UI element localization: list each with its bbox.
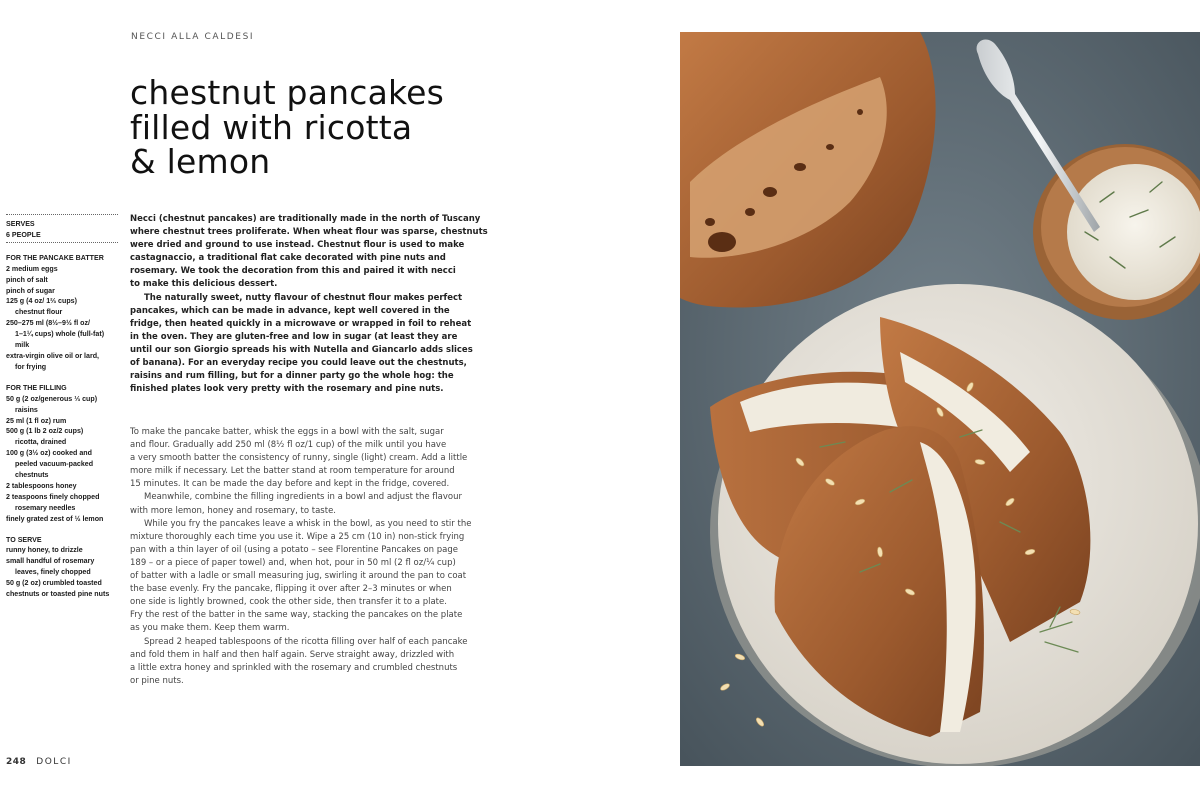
ingredient-line: 2 tablespoons honey (6, 481, 77, 490)
ingredient-line: 50 g (2 oz) crumbled toasted (6, 579, 102, 588)
intro-line: Necci (chestnut pancakes) are traditionally made in the north of Tuscany (130, 214, 481, 224)
ingredient-line: 2 medium eggs (6, 264, 58, 273)
ingredient-line: pinch of sugar (6, 286, 55, 295)
serves-value: 6 PEOPLE (6, 230, 41, 239)
introduction-text (130, 213, 492, 396)
intro-line: fridge, then heated quickly in a microwave or wrapped in foil to reheat (130, 318, 472, 329)
ingredient-line: 125 g (4 oz/ 1⅔ cups) (6, 297, 77, 306)
ingredient-line: rosemary needles (15, 503, 76, 512)
intro-line: were dried and ground to use instead. Chestnut flour is used to make (130, 240, 465, 251)
intro-line: finished plates look very pretty with the rosemary and pine nuts. (130, 384, 444, 395)
method-line: mixture thoroughly each time you use it. Wipe a 25 cm (10 in) non-stick frying (130, 531, 465, 542)
intro-line: raisins and rum filling, but for a dinner party go the whole hog: the (130, 371, 454, 382)
intro-line: pancakes, which can be made in advance, kept well covered in the (130, 305, 450, 316)
ingredient-line: runny honey, to drizzle (6, 546, 83, 555)
method-line: the base evenly. Fry the pancake, flipping it over after 2–3 minutes or when (130, 584, 452, 595)
intro-line: The naturally sweet, nutty flavour of chestnut flour makes perfect (144, 292, 463, 303)
section-header: NECCI ALLA CALDESI (131, 32, 255, 42)
method-line: more milk if necessary. Let the batter stand at room temperature for around (130, 466, 455, 477)
method-line: or pine nuts. (130, 675, 184, 686)
ingredient-line: leaves, finely chopped (15, 568, 91, 577)
method-line: and flour. Gradually add 250 ml (8½ fl oz/1 cup) of the milk until you have (130, 440, 447, 451)
ingredient-line: chestnuts (15, 471, 49, 480)
title-line: & lemon (130, 142, 271, 181)
method-text (130, 426, 492, 688)
ingredient-line: 250–275 ml (8½–9½ fl oz/ (6, 319, 90, 328)
title-line: filled with ricotta (130, 107, 413, 147)
ingredient-line: chestnut flour (15, 308, 63, 317)
method-line: a little extra honey and sprinkled with the rosemary and crumbled chestnuts (130, 662, 458, 673)
intro-line: to make this delicious dessert. (130, 279, 278, 290)
ingredient-line: 100 g (3½ oz) cooked and (6, 449, 92, 458)
recipe-title (130, 73, 550, 181)
ingredients-sidebar (6, 214, 118, 610)
intro-line: of banana). For an everyday recipe you could leave out the chestnuts, (130, 358, 467, 369)
filling-ingredients (6, 383, 118, 525)
pancakes-photo-illustration (680, 32, 1200, 766)
footer-section: DOLCI (36, 757, 72, 767)
divider (6, 242, 118, 243)
method-line: Meanwhile, combine the filling ingredients in a bowl and adjust the flavour (144, 492, 462, 503)
page-footer (6, 757, 72, 767)
serves-label: SERVES (6, 220, 35, 228)
ingredient-line: 500 g (1 lb 2 oz/2 cups) (6, 427, 84, 436)
ingredient-line: raisins (15, 405, 38, 414)
method-line: 15 minutes. It can be made the day before and kept in the fridge, covered. (130, 479, 450, 490)
intro-line: rosemary. We took the decoration from this and paired it with necci (130, 266, 456, 277)
ingredient-line: ricotta, drained (15, 438, 67, 447)
method-line: and fold them in half and then half again. Serve straight away, drizzled with (130, 649, 455, 660)
method-line: Spread 2 heaped tablespoons of the ricotta filling over half of each pancake (144, 636, 468, 647)
ingredient-line: TO SERVE (6, 535, 42, 544)
method-line: While you fry the pancakes leave a whisk in the bowl, as you need to stir the (144, 518, 472, 529)
method-line: one side is lightly browned, cook the other side, then transfer it to a plate. (130, 597, 447, 608)
food-photograph (680, 32, 1200, 766)
ingredient-line: small handful of rosemary (6, 557, 95, 566)
title-line: chestnut pancakes (130, 73, 445, 112)
ingredient-line: 25 ml (1 fl oz) rum (6, 416, 67, 425)
method-line: 189 – or a piece of paper towel) and, when hot, pour in 50 ml (2 fl oz/¼ cup) (130, 557, 456, 568)
ingredient-line: 50 g (2 oz/generous ⅓ cup) (6, 394, 98, 403)
serves-block (6, 219, 118, 243)
ingredient-line: milk (15, 341, 30, 350)
ingredient-line: finely grated zest of ½ lemon (6, 514, 104, 523)
ingredient-line: FOR THE FILLING (6, 383, 67, 392)
ingredient-line: 1–1¼ cups) whole (full-fat) (15, 330, 105, 339)
method-line: as you make them. Keep them warm. (130, 623, 290, 634)
method-line: Fry the rest of the batter in the same way, stacking the pancakes on the plate (130, 610, 463, 621)
intro-line: castagnaccio, a traditional flat cake decorated with pine nuts and (130, 253, 446, 264)
ingredient-line: extra-virgin olive oil or lard, (6, 351, 100, 360)
ingredient-line: chestnuts or toasted pine nuts (6, 590, 110, 599)
pancake-batter-ingredients (6, 253, 118, 373)
page-number: 248 (6, 757, 27, 767)
ingredient-line: peeled vacuum-packed (15, 460, 94, 469)
ingredient-line: FOR THE PANCAKE BATTER (6, 253, 104, 262)
method-line: a very smooth batter the consistency of runny, single (light) cream. Add a little (130, 453, 468, 464)
ingredient-line: 2 teaspoons finely chopped (6, 492, 100, 501)
method-line: pan with a thin layer of oil (using a potato – see Florentine Pancakes on page (130, 544, 458, 555)
intro-line: until our son Giorgio spreads his with Nutella and Giancarlo adds slices (130, 344, 473, 355)
ingredient-line: for frying (15, 362, 47, 371)
intro-line: where chestnut trees proliferate. When wheat flour was sparse, chestnuts (130, 227, 488, 238)
ingredient-line: pinch of salt (6, 275, 48, 284)
serving-ingredients (6, 535, 118, 600)
method-line: To make the pancake batter, whisk the eggs in a bowl with the salt, sugar (130, 427, 444, 437)
method-line: of batter with a ladle or small measuring jug, swirling it around the pan to coat (130, 571, 467, 582)
intro-line: in the oven. They are gluten-free and low in sugar (at least they are (130, 331, 458, 342)
divider (6, 214, 118, 215)
method-line: with more lemon, honey and rosemary, to taste. (130, 505, 337, 516)
